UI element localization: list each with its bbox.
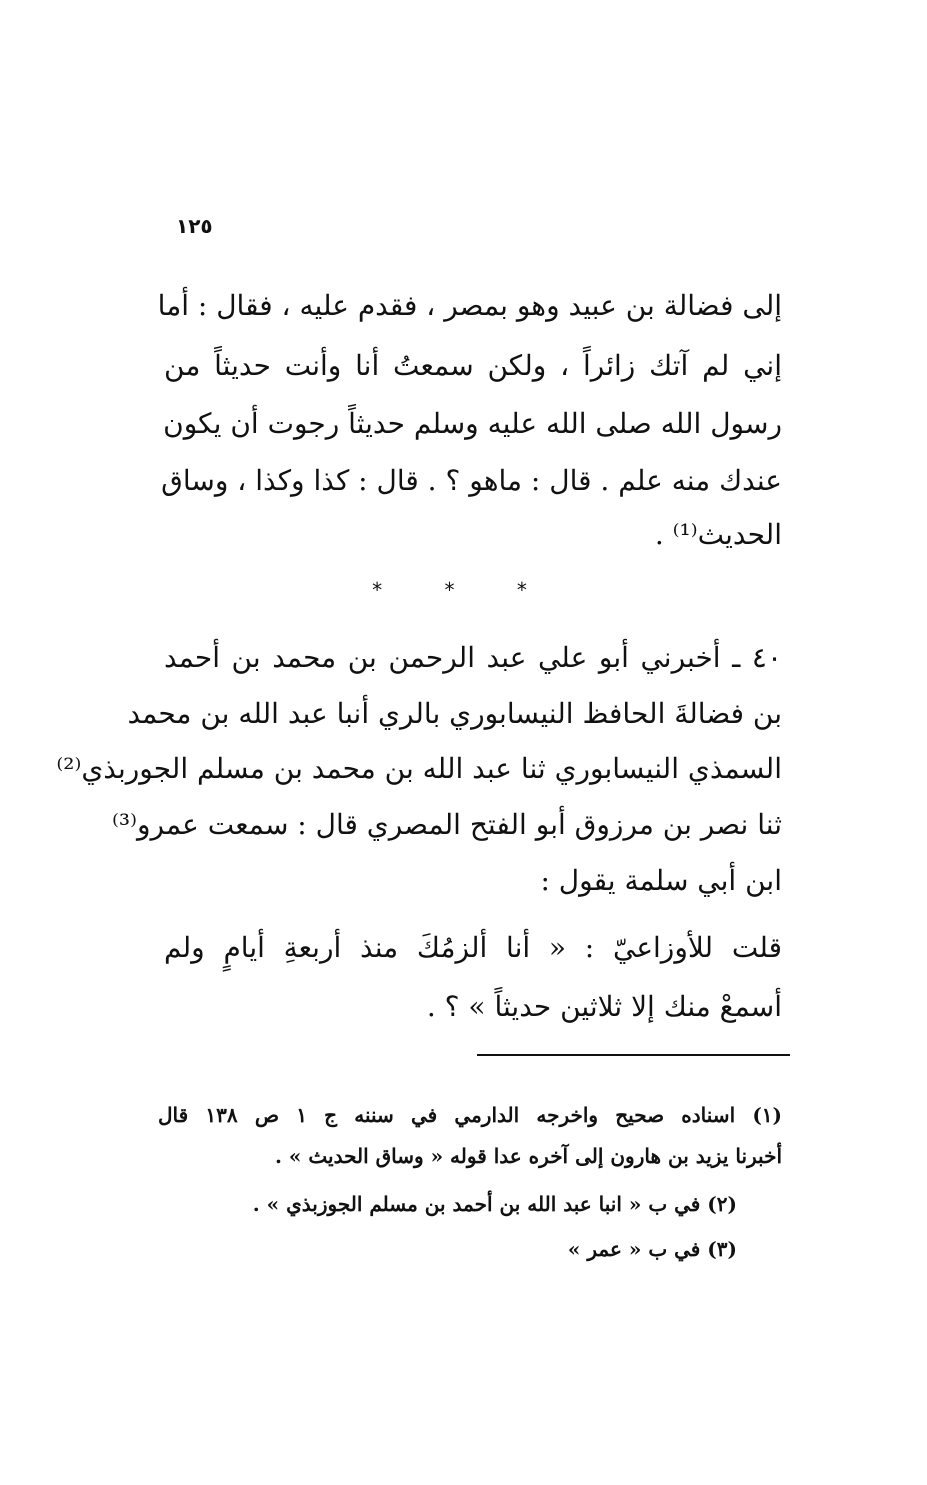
text-line: السمذي النيسابوري ثنا عبد الله بن محمد بن مسلم الجوربذي⁽²⁾ xyxy=(56,752,782,785)
text-line: بن فضالةَ الحافظ النيسابوري بالري أنبا عبد الله بن محمد xyxy=(127,697,782,730)
footnote-divider xyxy=(477,1054,790,1056)
footnote-line: (١) اسناده صحيح واخرجه الدارمي في سننه ج ١ ص ١٣٨ قال xyxy=(158,1103,783,1127)
footnote-line: (٣) في ب « عمر » xyxy=(567,1237,737,1261)
footnote-line: (٢) في ب « انبا عبد الله بن أحمد بن مسلم الجوزبذي » . xyxy=(252,1192,737,1216)
text-line: ثنا نصر بن مرزوق أبو الفتح المصري قال : سمعت عمرو⁽³⁾ xyxy=(111,808,782,841)
text-line: إلى فضالة بن عبيد وهو بمصر ، فقدم عليه ، فقال : أما xyxy=(157,289,782,322)
page-number: ١٢٥ xyxy=(176,214,213,238)
text-line: إني لم آتك زائراً ، ولكن سمعتُ أنا وأنت حديثاً من xyxy=(164,349,782,382)
text-line: الحديث⁽¹⁾ . xyxy=(654,518,782,551)
text-line: ٤٠ ـ أخبرني أبو علي عبد الرحمن بن محمد بن أحمد xyxy=(164,641,782,674)
text-line: عندك منه علم . قال : ماهو ؟ . قال : كذا وكذا ، وساق xyxy=(161,464,782,497)
text-line: ابن أبي سلمة يقول : xyxy=(540,864,782,897)
text-line: قلت للأوزاعيّ : « أنا ألزمُكَ منذ أربعةِ أيامٍ ولم xyxy=(164,931,782,964)
text-line: رسول الله صلى الله عليه وسلم حديثاً رجوت أن يكون xyxy=(163,407,782,440)
text-line: أسمعْ منك إلا ثلاثين حديثاً » ؟ . xyxy=(426,990,782,1023)
footnote-line: أخبرنا يزيد بن هارون إلى آخره عدا قوله « وساق الحديث » . xyxy=(274,1144,782,1168)
section-separator: * * * xyxy=(372,578,555,602)
